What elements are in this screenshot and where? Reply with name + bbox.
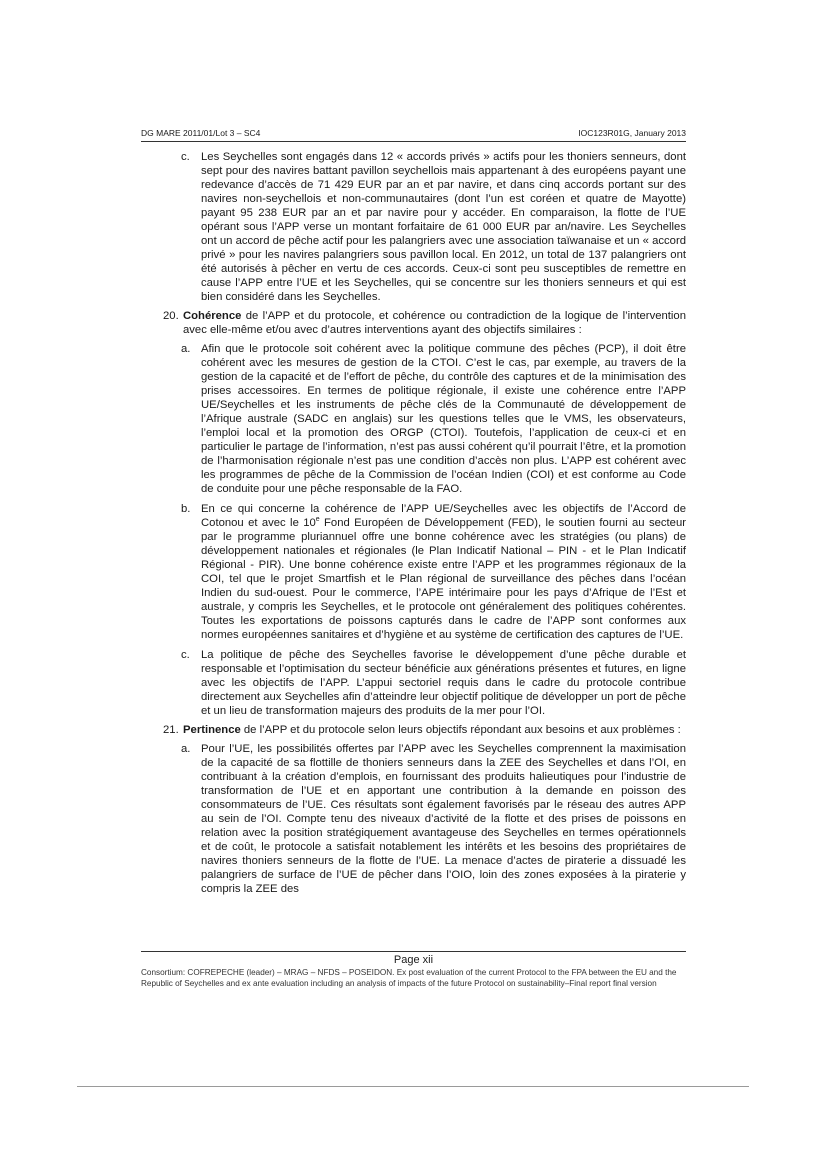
paragraph-text — [201, 502, 686, 642]
paragraph-rest: de l’APP et du protocole, et cohérence ou contradiction de la logique de l’intervention avec elle-même et/ou avec d’autres interventions ayant des objectifs similaires : — [183, 310, 686, 336]
page-bottom-separator — [77, 1086, 749, 1087]
list-item-a-eu-opportunities — [163, 742, 686, 896]
list-marker: a. — [181, 743, 191, 755]
keyword-coherence: Cohérence — [183, 310, 242, 322]
keyword-pertinence: Pertinence — [183, 724, 241, 736]
list-item-20-coherence — [163, 309, 686, 337]
list-item-21-relevance — [163, 723, 686, 737]
ordinal-superscript: e — [315, 516, 320, 524]
list-item-c-seychelles-policy — [163, 648, 686, 718]
paragraph-text: La politique de pêche des Seychelles favorise le développement d’une pêche durable et responsable et l’optimisation du secteur bénéficie aux générations présentes et futures, en ligne avec les objectifs de l’APP. L’appui sectoriel requis dans le cadre du protocole contribue directement aux Seychelles afin d’atteindre leur objectif politique de développer un port de pêche et un lieu de transformation majeurs des produits de la mer pour l’OI. — [201, 649, 686, 717]
list-item-a-pcp-coherence — [163, 342, 686, 496]
list-item-c-private-agreements — [163, 150, 686, 304]
paragraph-text: Afin que le protocole soit cohérent avec la politique commune des pêches (PCP), il doit être cohérent avec les mesures de gestion de la CTOI. C’est le cas, par exemple, au travers de la gestion de la capacité et de l’effort de pêche, du contrôle des captures et de la minimisation des prises accessoires. En termes de politique régionale, il existe une cohérence entre l’APP UE/Seychelles et les instruments de pêche clés de la Communauté de développement de l’Afrique australe (SADC en anglais) sur les questions telles que le VMS, les observateurs, l’emploi local et la promotion des ORGP (CTOI). Toutefois, l’application de ceux-ci et en particulier le partage de l’information, n’est pas aussi cohérent qu’il pourrait l’être, et la promotion de l’harmonisation régionale n’est pas une condition d’accès non plus. L’APP est cohérent avec les programmes de pêche de la Commission de l’océan Indien (COI) et est conforme au Code de conduite pour une pêche responsable de la FAO. — [201, 343, 686, 495]
footer-consortium-note: Consortium: COFREPECHE (leader) – MRAG – NFDS – POSEIDON. Ex post evaluation of the current Protocol to the FPA between the EU and the Republic of Seychelles and ex ante evaluation including an analysis of impacts of the future Protocol on sustainability–Final report final version — [141, 968, 677, 988]
paragraph-text: Les Seychelles sont engagés dans 12 « accords privés » actifs pour les thoniers senneurs, dont sept pour des navires battant pavillon seychellois mais appartenant à des européens payant une redevance d’accès de 71 429 EUR par an et par navire, et dans cinq accords portant sur des navires non-seychellois et non-communautaires (dont l’un est coréen et quatre de Mayotte) payant 95 238 EUR par an et par navire pour y accéder. En comparaison, la flotte de l’UE opérant sous l’APP verse un montant forfaitaire de 61 000 EUR par an/navire. Les Seychelles ont un accord de pêche actif pour les palangriers avec une association taïwanaise et un « accord privé » pour les navires palangriers sous pavillon local. En 2012, un total de 137 palangriers ont été autorisés à pêcher en vertu de ces accords. Ceux-ci sont peu susceptibles de remettre en cause l’APP entre l’UE et les Seychelles, qui se concentre sur les thoniers senneurs et qui est bien considéré dans les Seychelles. — [201, 151, 686, 303]
page-number: Page xii — [393, 954, 434, 966]
header-report-reference: IOC123R01G, January 2013 — [578, 128, 686, 138]
paragraph-rest: Fond Européen de Développement (FED), le soutien fourni au secteur par le programme pluriannuel offre une bonne cohérence avec les stratégies (ou plans) de développement nationales et régionales (le Plan Indicatif National – PIN - et le Plan Indicatif Régional - PIR). Une bonne cohérence existe entre l’APP et les programmes régionaux de la COI, tel que le projet Smartfish et le Plan régional de surveillance des pêches dans l’océan Indien du sud-ouest. Pour le commerce, l’APE intérimaire pour les pays d’Afrique de l’Est et australe, y compris les Seychelles, et le protocole ont généralement des politiques cohérentes. Toutes les exportations de poissons capturés dans le cadre de l’APP sont conformes aux normes européennes sanitaires et d’hygiène et au système de certification des captures de l’UE. — [201, 517, 686, 641]
paragraph-text — [183, 309, 686, 337]
list-marker: c. — [181, 649, 190, 661]
paragraph-text — [183, 723, 686, 737]
list-marker: c. — [181, 151, 190, 163]
paragraph-text: Pour l’UE, les possibilités offertes par l’APP avec les Seychelles comprennent la maximisation de la capacité de sa flottille de thoniers senneurs dans la ZEE des Seychelles et dans l’OI, en contribuant à la création d’emplois, en fournissant des produits halieutiques pour l’industrie de transformation de l’UE et en apportant une contribution à la demande en poisson des consommateurs de l’UE. Ces résultats sont également favorisés par le réseau des autres APP au sein de l’OI. Compte tenu des niveaux d’activité de la flotte et des prises de poissons en relation avec la position stratégiquement avantageuse des Seychelles en termes opérationnels et de coût, le protocole a satisfait notablement les intérêts et les besoins des propriétaires de navires thoniers senneurs de la flotte de l’UE. La menace d’actes de piraterie a dissuadé les palangriers de surface de l’UE de pêcher dans l’OIO, loin des zones exposées à la piraterie y compris la ZEE des — [201, 743, 686, 895]
list-marker: b. — [181, 503, 191, 515]
header-project-reference: DG MARE 2011/01/Lot 3 – SC4 — [141, 128, 261, 138]
paragraph-rest: de l’APP et du protocole selon leurs objectifs répondant aux besoins et aux problèmes : — [240, 724, 681, 736]
list-number: 21. — [163, 724, 179, 736]
header-divider — [141, 141, 686, 142]
list-number: 20. — [163, 310, 179, 322]
list-marker: a. — [181, 343, 191, 355]
document-body — [163, 150, 686, 896]
paragraph-start: En ce qui concerne la cohérence de l’APP UE/Seychelles avec les objectifs de l’Accord de Cotonou et avec le 10 — [201, 503, 686, 529]
footer-divider — [141, 951, 686, 952]
list-item-b-cotonou-coherence — [163, 502, 686, 642]
